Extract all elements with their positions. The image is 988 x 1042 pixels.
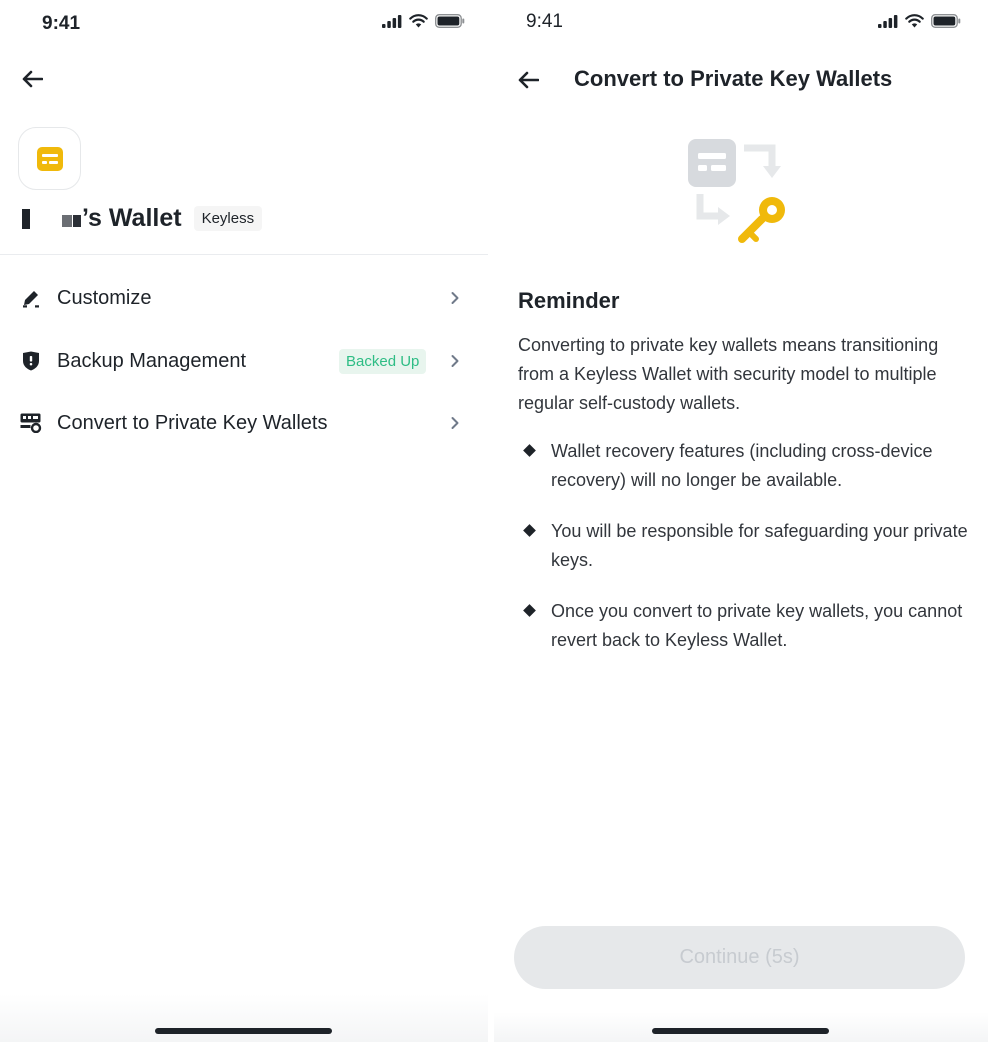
wallet-name: ’s Wallet <box>82 204 182 232</box>
bullet-text: Wallet recovery features (including cross-device recovery) will no longer be available. <box>551 441 933 490</box>
back-button[interactable] <box>16 63 48 95</box>
bullet-text: Once you convert to private key wallets, you cannot revert back to Keyless Wallet. <box>551 601 963 650</box>
list-item <box>518 437 968 495</box>
convert-reminder-screen <box>494 0 988 1042</box>
arrow-left-icon <box>21 70 43 88</box>
menu-item-backup-management[interactable] <box>0 335 488 387</box>
status-time: 9:41 <box>42 13 81 34</box>
diamond-bullet-icon <box>523 524 536 537</box>
reminder-body: Converting to private key wallets means transitioning from a Keyless Wallet with security model to multiple regular self-custody wallets. <box>518 335 939 413</box>
reminder-bullet-list <box>518 437 968 677</box>
convert-key-illustration-icon <box>686 136 796 246</box>
backed-up-badge: Backed Up <box>339 349 426 374</box>
bottom-fade <box>494 1012 988 1042</box>
convert-icon <box>20 412 42 434</box>
menu-item-label: Convert to Private Key Wallets <box>57 411 328 434</box>
chevron-right-icon <box>448 354 462 368</box>
redacted-name-part <box>62 215 72 227</box>
menu-item-convert-private-key[interactable] <box>0 397 488 449</box>
redacted-name-part <box>73 215 81 227</box>
page-title: Convert to Private Key Wallets <box>574 66 893 91</box>
status-time: 9:41 <box>526 11 563 32</box>
battery-icon <box>435 14 465 28</box>
menu-item-label: Backup Management <box>57 349 247 372</box>
wallet-title-row <box>22 204 262 233</box>
status-icons <box>878 14 961 28</box>
keyless-tag: Keyless <box>194 206 263 231</box>
reminder-heading: Reminder <box>518 288 620 313</box>
wallet-settings-screen <box>0 0 488 1042</box>
back-button[interactable] <box>512 64 544 96</box>
arrow-left-icon <box>517 71 539 89</box>
home-indicator[interactable] <box>652 1028 829 1034</box>
menu-item-label: Customize <box>57 286 152 309</box>
wifi-icon <box>409 14 428 28</box>
shield-icon <box>20 350 42 372</box>
list-item <box>518 517 968 575</box>
section-divider <box>0 254 488 255</box>
menu-item-customize[interactable] <box>0 272 488 324</box>
bottom-fade <box>0 994 488 1042</box>
bullet-text: You will be responsible for safeguarding your private keys. <box>551 521 968 570</box>
status-icons <box>382 14 465 28</box>
continue-button[interactable]: Continue (5s) <box>514 926 965 989</box>
edit-icon <box>20 287 42 309</box>
redacted-name <box>22 209 30 229</box>
wifi-icon <box>905 14 924 28</box>
battery-icon <box>931 14 961 28</box>
chevron-right-icon <box>448 416 462 430</box>
wallet-avatar <box>18 127 81 190</box>
chevron-right-icon <box>448 291 462 305</box>
cellular-signal-icon <box>382 15 402 28</box>
diamond-bullet-icon <box>523 604 536 617</box>
list-item <box>518 597 968 655</box>
wallet-icon <box>36 146 64 172</box>
diamond-bullet-icon <box>523 444 536 457</box>
cellular-signal-icon <box>878 15 898 28</box>
home-indicator[interactable] <box>155 1028 332 1034</box>
